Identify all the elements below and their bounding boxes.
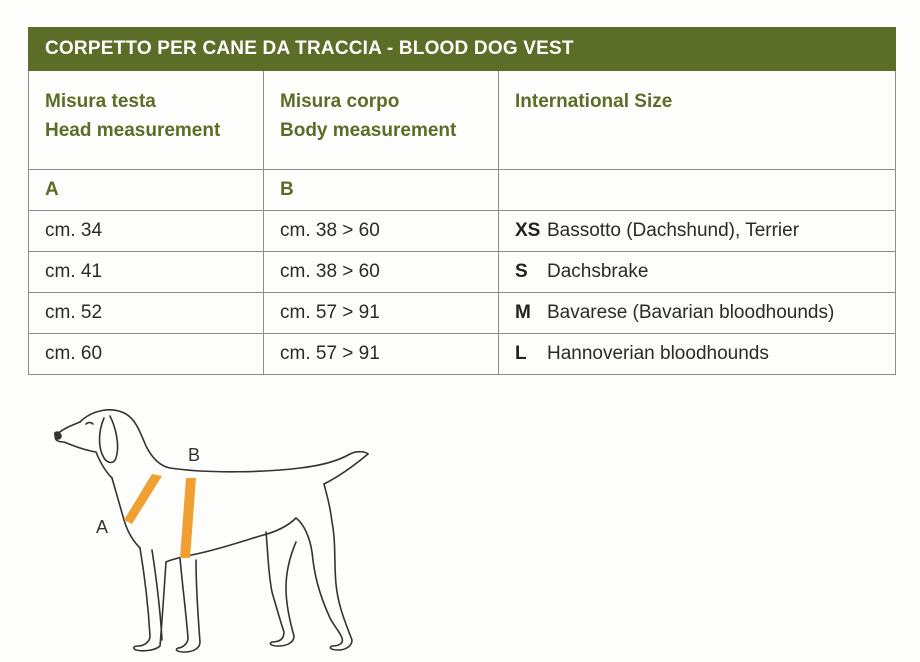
- table-header-row: [29, 71, 896, 170]
- head-cell: cm. 60: [29, 334, 264, 375]
- breed-text: Bavarese (Bavarian bloodhounds): [547, 302, 835, 323]
- letter-cell: [499, 170, 896, 211]
- header-international-size: [499, 71, 896, 170]
- header-head-measurement: [29, 71, 264, 170]
- body-cell: cm. 57 > 91: [264, 293, 499, 334]
- breed-text: Bassotto (Dachshund), Terrier: [547, 220, 800, 241]
- header-line: Head measurement: [45, 120, 221, 141]
- letter-cell: B: [264, 170, 499, 211]
- body-cell: cm. 57 > 91: [264, 334, 499, 375]
- body-strap-b-icon: [180, 478, 196, 558]
- table-title: CORPETTO PER CANE DA TRACCIA - BLOOD DOG VEST: [29, 28, 896, 71]
- size-chart-table: [28, 27, 896, 375]
- breed-text: Hannoverian bloodhounds: [547, 343, 769, 364]
- head-cell: cm. 34: [29, 211, 264, 252]
- breed-text: Dachsbrake: [547, 261, 649, 282]
- head-cell: cm. 52: [29, 293, 264, 334]
- size-cell: [499, 293, 896, 334]
- body-cell: cm. 38 > 60: [264, 252, 499, 293]
- size-code: M: [515, 302, 531, 323]
- size-cell: [499, 334, 896, 375]
- size-code: L: [515, 343, 527, 364]
- table-row: [29, 252, 896, 293]
- table-row: [29, 293, 896, 334]
- header-line: Misura corpo: [280, 91, 400, 112]
- header-body-measurement: [264, 71, 499, 170]
- size-code: S: [515, 261, 528, 282]
- table-title-row: [29, 28, 896, 71]
- size-cell: [499, 211, 896, 252]
- table-row: [29, 334, 896, 375]
- dog-illustration: [40, 392, 380, 657]
- label-b: B: [188, 445, 201, 465]
- body-cell: cm. 38 > 60: [264, 211, 499, 252]
- letter-row: [29, 170, 896, 211]
- header-line: Misura testa: [45, 91, 156, 112]
- header-line: International Size: [515, 91, 673, 112]
- head-strap-a-icon: [124, 474, 162, 524]
- dog-measurement-diagram: [40, 392, 380, 657]
- head-cell: cm. 41: [29, 252, 264, 293]
- size-cell: [499, 252, 896, 293]
- letter-cell: A: [29, 170, 264, 211]
- table-row: [29, 211, 896, 252]
- header-line: Body measurement: [280, 120, 457, 141]
- size-code: XS: [515, 220, 541, 241]
- label-a: A: [96, 517, 109, 537]
